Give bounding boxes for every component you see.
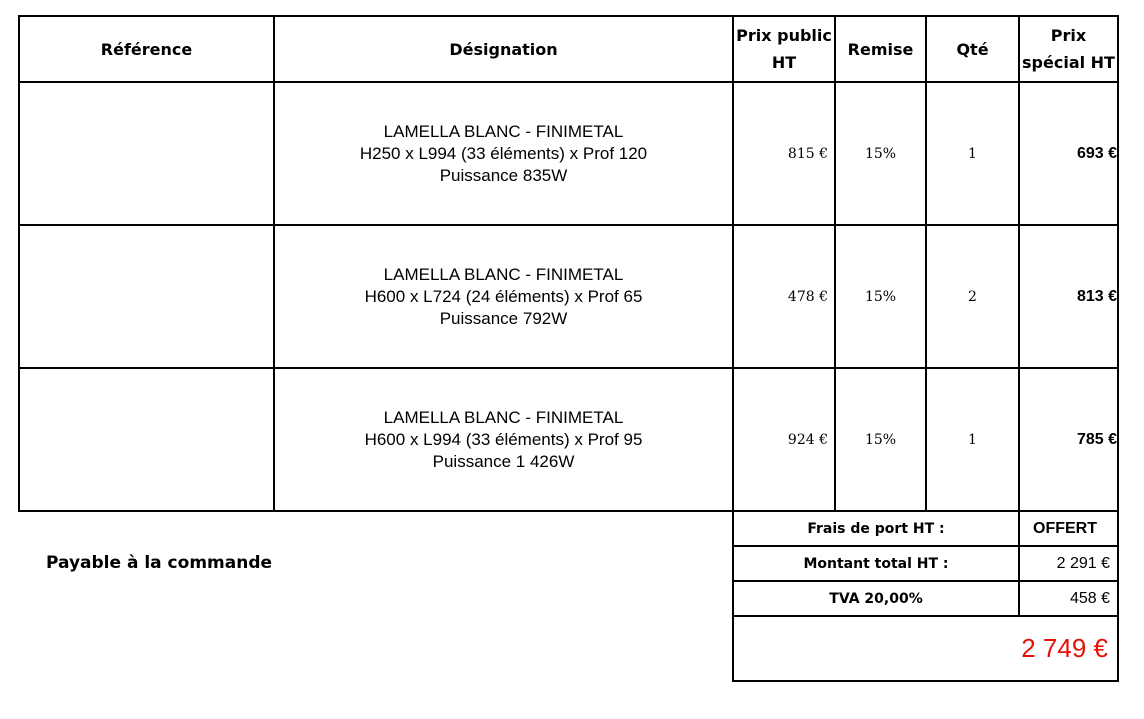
cell-qte: 2 <box>926 225 1019 368</box>
totals-row-grand-total <box>733 616 1118 681</box>
header-remise: Remise <box>835 16 926 82</box>
header-prix-special <box>1019 16 1118 82</box>
shipping-value: OFFERT <box>1019 511 1118 546</box>
quote-table <box>18 15 1119 512</box>
designation-line: LAMELLA BLANC - FINIMETAL <box>383 264 624 284</box>
header-prix-special-line1: Prix <box>1050 26 1087 45</box>
designation-line: Puissance 835W <box>439 165 568 185</box>
header-prix-public-line2: HT <box>771 53 797 72</box>
subtotal-value: 2 291 € <box>1019 546 1118 581</box>
header-reference: Référence <box>19 16 274 82</box>
designation-line: Puissance 792W <box>439 308 568 328</box>
header-designation: Désignation <box>274 16 733 82</box>
cell-reference <box>19 82 274 225</box>
cell-prix-special: 693 € <box>1019 82 1118 225</box>
cell-designation <box>274 368 733 511</box>
cell-remise: 15% <box>835 82 926 225</box>
designation-line: H600 x L994 (33 éléments) x Prof 95 <box>364 429 643 449</box>
cell-qte: 1 <box>926 368 1019 511</box>
table-row <box>19 82 1118 225</box>
totals-row-subtotal <box>733 546 1118 581</box>
designation-line: H250 x L994 (33 éléments) x Prof 120 <box>359 143 648 163</box>
designation-line: H600 x L724 (24 éléments) x Prof 65 <box>364 286 643 306</box>
cell-prix-special: 785 € <box>1019 368 1118 511</box>
cell-designation <box>274 82 733 225</box>
grand-total-value: 2 749 € <box>733 616 1118 681</box>
totals-row-shipping <box>733 511 1118 546</box>
tva-value: 458 € <box>1019 581 1118 616</box>
payment-note: Payable à la commande <box>46 553 273 573</box>
cell-remise: 15% <box>835 225 926 368</box>
cell-reference <box>19 225 274 368</box>
cell-prix-public: 478 € <box>733 225 835 368</box>
table-header-row <box>19 16 1118 82</box>
tva-label: TVA 20,00% <box>733 581 1019 616</box>
header-prix-public-line1: Prix public <box>736 26 832 45</box>
cell-prix-public: 815 € <box>733 82 835 225</box>
subtotal-label: Montant total HT : <box>733 546 1019 581</box>
header-prix-public <box>733 16 835 82</box>
shipping-label: Frais de port HT : <box>733 511 1019 546</box>
cell-reference <box>19 368 274 511</box>
table-row <box>19 368 1118 511</box>
header-prix-special-line2: spécial HT <box>1022 53 1115 72</box>
cell-qte: 1 <box>926 82 1019 225</box>
designation-line: LAMELLA BLANC - FINIMETAL <box>383 407 624 427</box>
totals-table <box>732 510 1119 682</box>
cell-remise: 15% <box>835 368 926 511</box>
table-row <box>19 225 1118 368</box>
cell-prix-special: 813 € <box>1019 225 1118 368</box>
designation-line: LAMELLA BLANC - FINIMETAL <box>383 121 624 141</box>
cell-prix-public: 924 € <box>733 368 835 511</box>
designation-line: Puissance 1 426W <box>432 451 575 471</box>
header-qte: Qté <box>926 16 1019 82</box>
totals-row-tva <box>733 581 1118 616</box>
cell-designation <box>274 225 733 368</box>
